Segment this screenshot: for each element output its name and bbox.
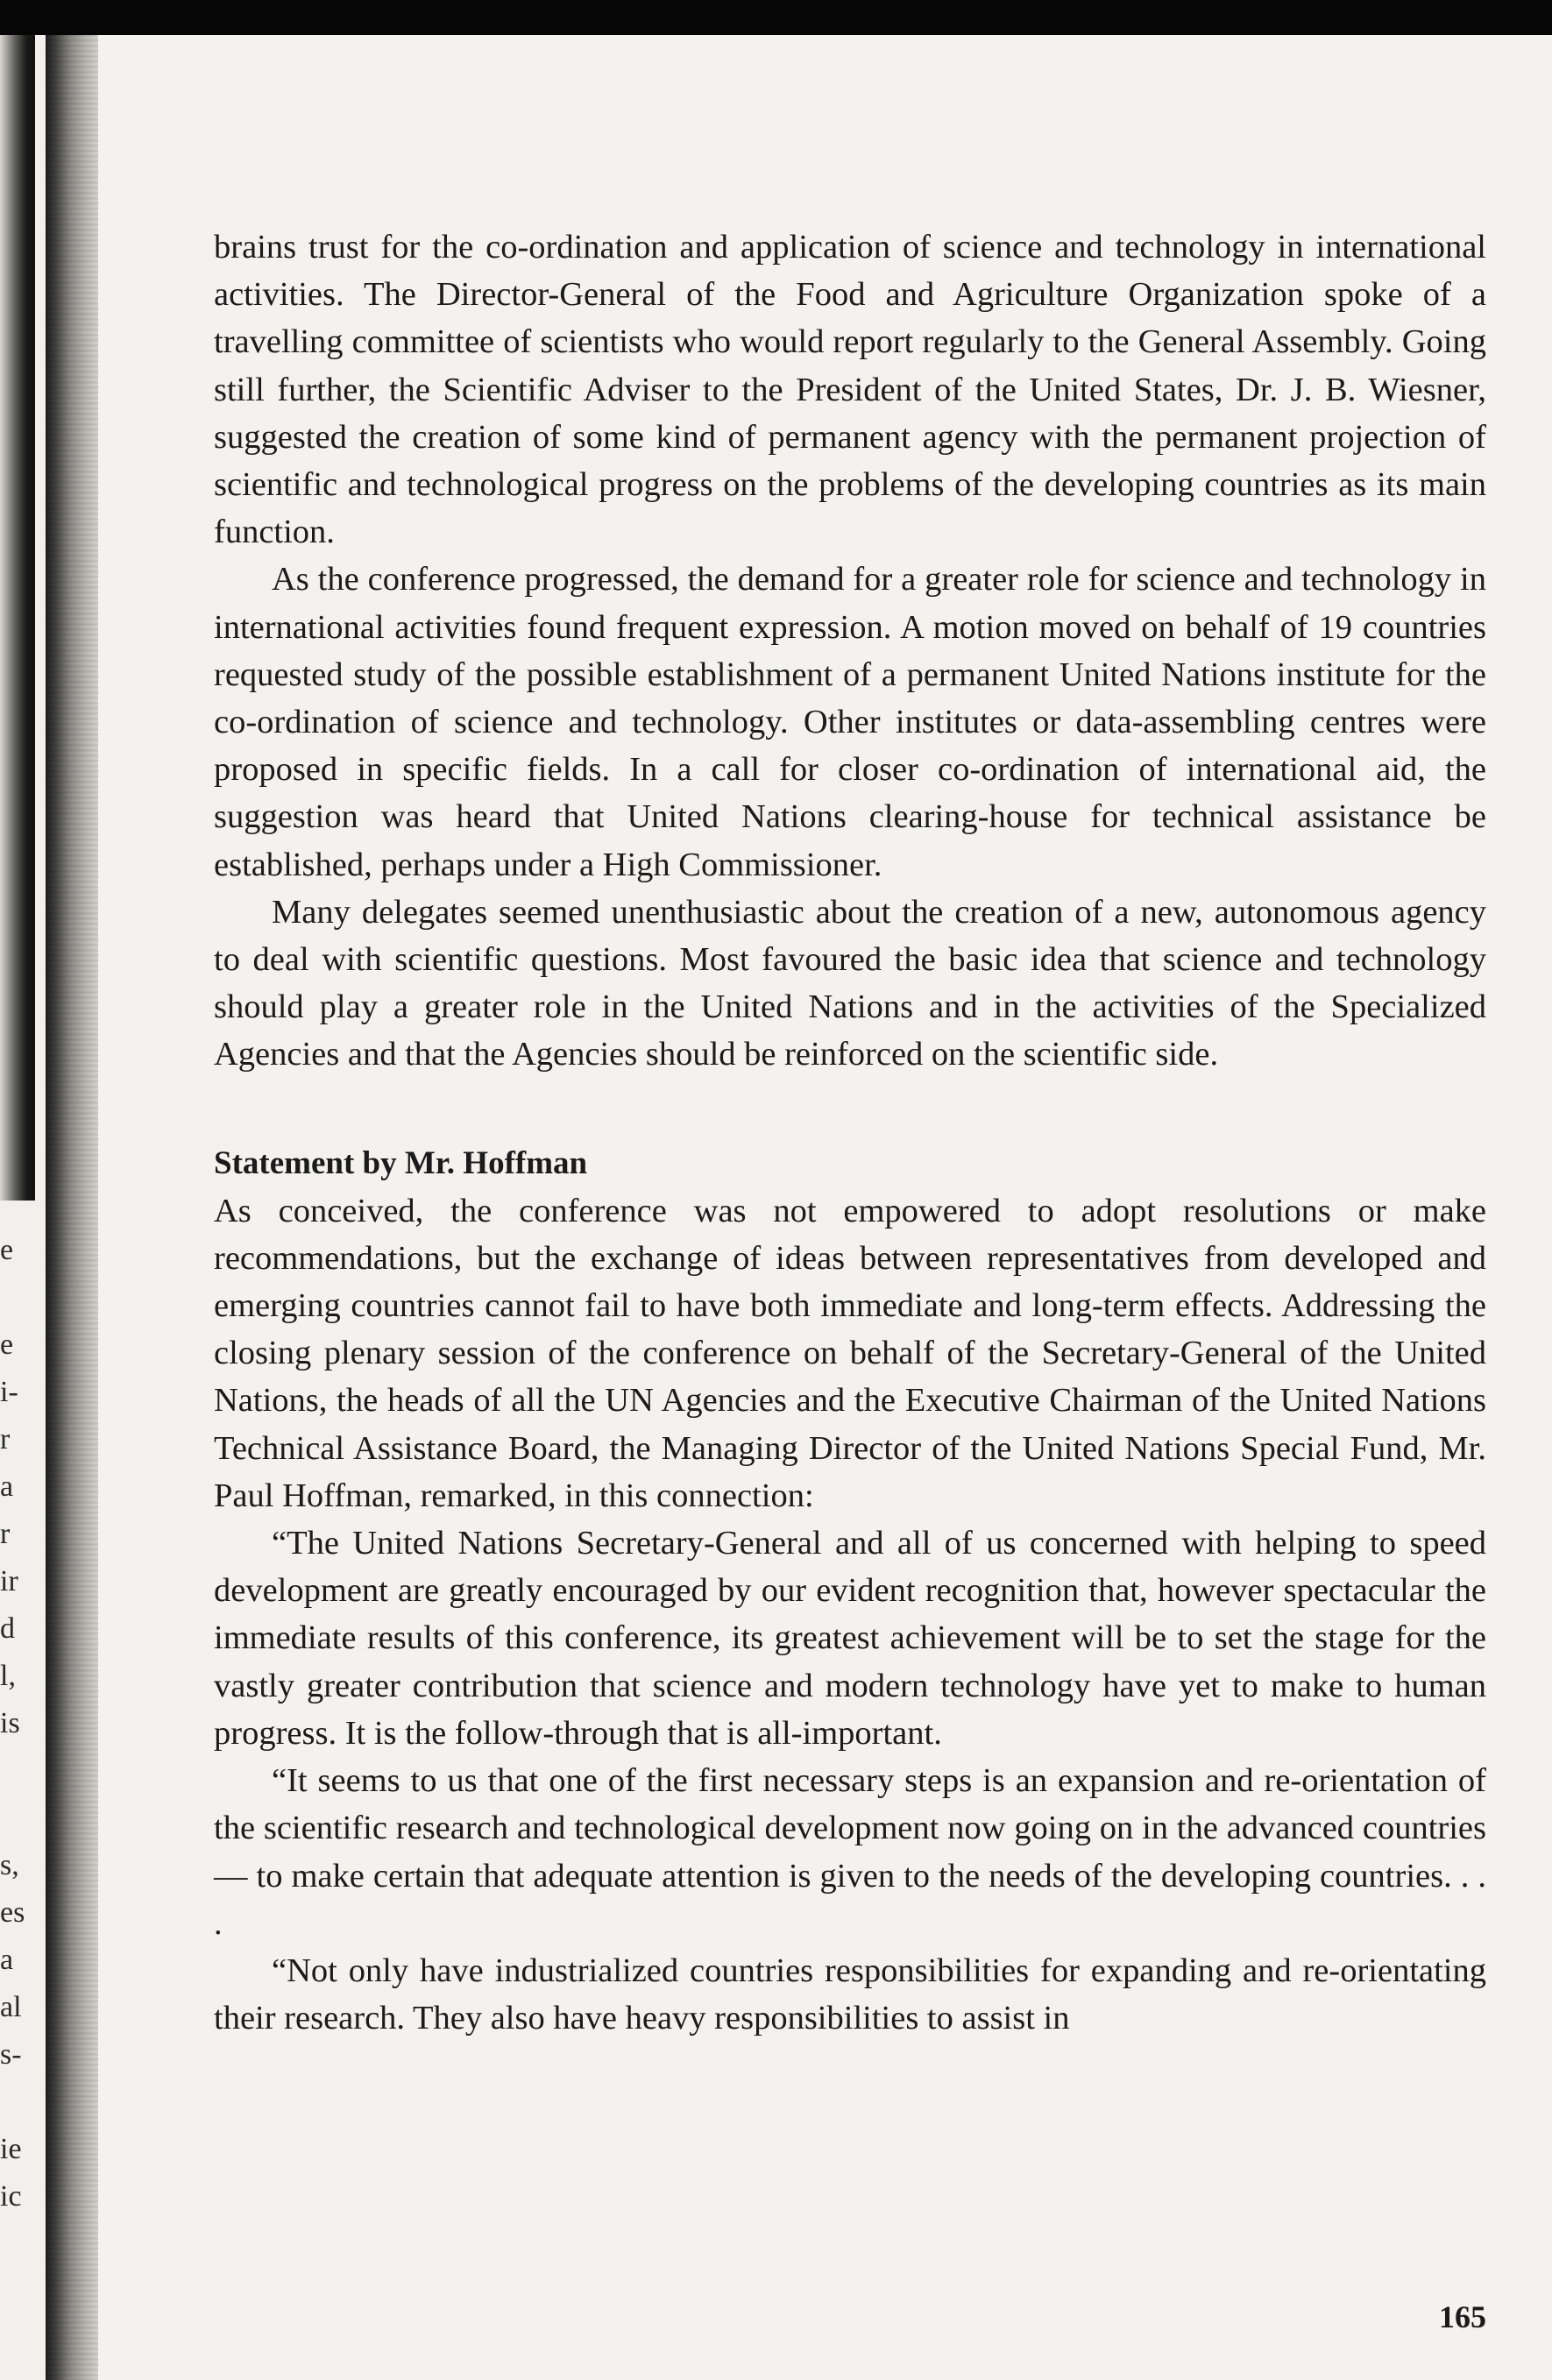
margin-letter: e bbox=[0, 1328, 14, 1361]
margin-letter: es bbox=[0, 1896, 25, 1929]
margin-letter: r bbox=[0, 1423, 11, 1456]
quote-paragraph: “Not only have industrialized countries responsibilities for expanding and re-orientating their research. They also have heavy responsibilities to assist in bbox=[214, 1951, 1486, 2037]
margin-letter: d bbox=[0, 1612, 15, 1645]
margin-letter bbox=[0, 2079, 21, 2126]
scan-top-band bbox=[0, 0, 1552, 35]
margin-letter: s, bbox=[0, 1849, 19, 1881]
page-number: 165 bbox=[1439, 2299, 1486, 2334]
section-heading: Statement by Mr. Hoffman bbox=[214, 1144, 588, 1181]
margin-letter bbox=[0, 1274, 21, 1321]
book-page bbox=[98, 35, 1552, 2380]
margin-letter: is bbox=[0, 1707, 20, 1739]
quote-paragraph: “It seems to us that one of the first necessary steps is an expansion and re-orientation of the scientific research and technological development now going on in the advanced countries — to make certain that adequate attention is given to the needs of the developing countries. . . . bbox=[214, 1762, 1486, 1942]
margin-letter bbox=[0, 1747, 21, 1795]
margin-letter: a bbox=[0, 1470, 14, 1503]
paragraph: As conceived, the conference was not empowered to adopt resolutions or make recommendations, but the exchange of ideas between representatives from developed and emerging countries cannot fail to have both immediate and long-term effects. Addressing the closing plenary session of the conference on behalf of the Secretary-General of the United Nations, the heads of all the UN Agencies and the Executive Chairman of the United Nations Technical Assistance Board, the Managing Director of the United Nations Special Fund, Mr. Paul Hoffman, remarked, in this connection: bbox=[214, 1192, 1486, 1514]
margin-letter bbox=[0, 1795, 21, 1842]
margin-letter: s- bbox=[0, 2038, 22, 2071]
margin-letter: a bbox=[0, 1944, 14, 1976]
margin-letter: i- bbox=[0, 1376, 18, 1408]
margin-letter: e bbox=[0, 1234, 14, 1266]
quote-paragraph: “The United Nations Secretary-General and all of us concerned with helping to speed development are greatly encouraged by our evident recognition that, however spectacular the immediate results of this conference, its greatest achievement will be to set the stage for the vastly greater contribution that science and modern technology have yet to make to human progress. It is the follow-through that is all-important. bbox=[214, 1525, 1486, 1752]
margin-letter: ir bbox=[0, 1565, 18, 1597]
margin-letter: al bbox=[0, 1991, 22, 2023]
margin-letter: ie bbox=[0, 2133, 22, 2165]
paragraph: brains trust for the co-ordination and application of science and technology in international activities. The Director-General of the Food and Agriculture Organization spoke of a travelling committee of scientists who would report regularly to the General Assembly. Going still further, the Scientific Adviser to the President of the United States, Dr. J. B. Wiesner, suggested the creation of some kind of permanent agency with the permanent projection of scientific and technological progress on the problems of the developing countries as its main function. bbox=[214, 229, 1486, 551]
paragraph: Many delegates seemed unenthusiastic about the creation of a new, autonomous agency to deal with scientific questions. Most favoured the basic idea that science and technology should play a greater role in the United Nations and in the activities of the Specialized Agencies and that the Agencies should be reinforced on the scientific side. bbox=[214, 893, 1486, 1073]
book-binding-shadow bbox=[46, 35, 98, 2380]
margin-letter: l, bbox=[0, 1660, 16, 1692]
facing-page-dark-area bbox=[0, 35, 35, 1201]
margin-letter: r bbox=[0, 1518, 11, 1550]
paragraph: As the conference progressed, the demand for a greater role for science and technology in international activities found frequent expression. A motion moved on behalf of 19 countries requested study of the possible establishment of a permanent United Nations institute for the co-ordination of science and technology. Other institutes or data-assembling centres were proposed in specific fields. In a call for closer co-ordination of international aid, the suggestion was heard that United Nations clearing-house for technical assistance be established, perhaps under a High Commissioner. bbox=[214, 561, 1486, 883]
facing-page-margin-letters bbox=[0, 1227, 25, 2221]
page-body bbox=[214, 223, 1486, 2042]
margin-letter: ic bbox=[0, 2180, 22, 2213]
